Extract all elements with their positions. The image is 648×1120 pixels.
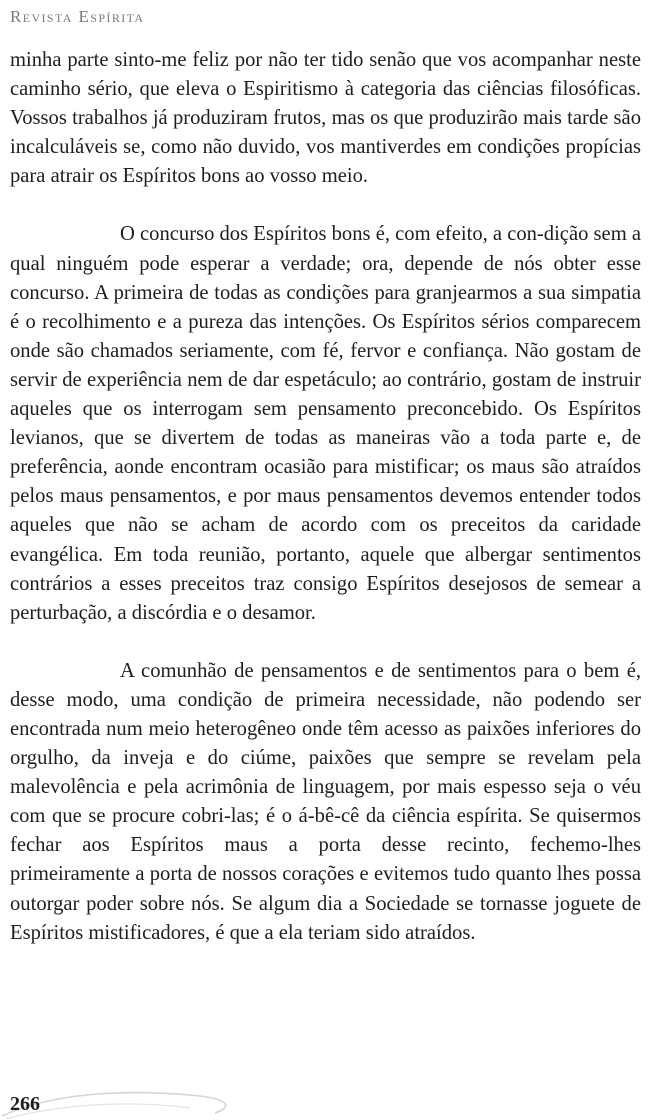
running-header: Revista Espírita bbox=[10, 7, 145, 26]
page-body bbox=[10, 46, 641, 948]
paragraph-2: O concurso dos Espíritos bons é, com efeito, a con-dição sem a qual ninguém pode esperar a verdade; ora, depende de nós obter esse concurso. A primeira de todas as condições para granjearmos a sua simpatia é o recolhimento e a pureza das intenções. Os Espíritos sérios comparecem onde são chamados seriamente, com fé, fervor e confiança. Não gostam de servir de experiência nem de dar espetáculo; ao contrário, gostam de instruir aqueles que os interrogam sem pensamento preconcebido. Os Espíritos levianos, que se divertem de todas as maneiras vão a toda parte e, de preferência, aonde encontram ocasião para mistificar; os maus são atraídos pelos maus pensamentos, e por maus pensamentos devemos entender todos aqueles que não se acham de acordo com os preceitos da caridade evangélica. Em toda reunião, portanto, aquele que albergar sentimentos contrários a esses preceitos traz consigo Espíritos desejosos de semear a perturbação, a discórdia e o desamor. bbox=[10, 223, 641, 624]
paragraph-3: A comunhão de pensamentos e de sentimentos para o bem é, desse modo, uma condição de primeira necessidade, não podendo ser encontrada num meio heterogêneo onde têm acesso as paixões inferiores do orgulho, da inveja e do ciúme, paixões que sempre se revelam pela malevolência e pela acrimônia de linguagem, por mais espesso seja o véu com que se procure cobri-las; é o á-bê-cê da ciência espírita. Se quisermos fechar aos Espíritos maus a porta desse recinto, fechemo-lhes primeiramente a porta de nossos corações e evitemos tudo quanto lhes possa outorgar poder sobre nós. Se algum dia a Sociedade se tornasse joguete de Espíritos mistificadores, é que a ela teriam sido atraídos. bbox=[10, 659, 641, 944]
page-number: 266 bbox=[10, 1093, 40, 1115]
page-footer bbox=[0, 1086, 648, 1120]
paragraph-1: minha parte sinto-me feliz por não ter tido senão que vos acompanhar neste caminho sério, que eleva o Espiritismo à categoria das ciências filosóficas. Vossos trabalhos já produziram frutos, mas os que produzirão mais tarde são incalculáveis se, como não duvido, vos mantiverdes em condições propícias para atrair os Espíritos bons ao vosso meio. bbox=[10, 49, 641, 188]
